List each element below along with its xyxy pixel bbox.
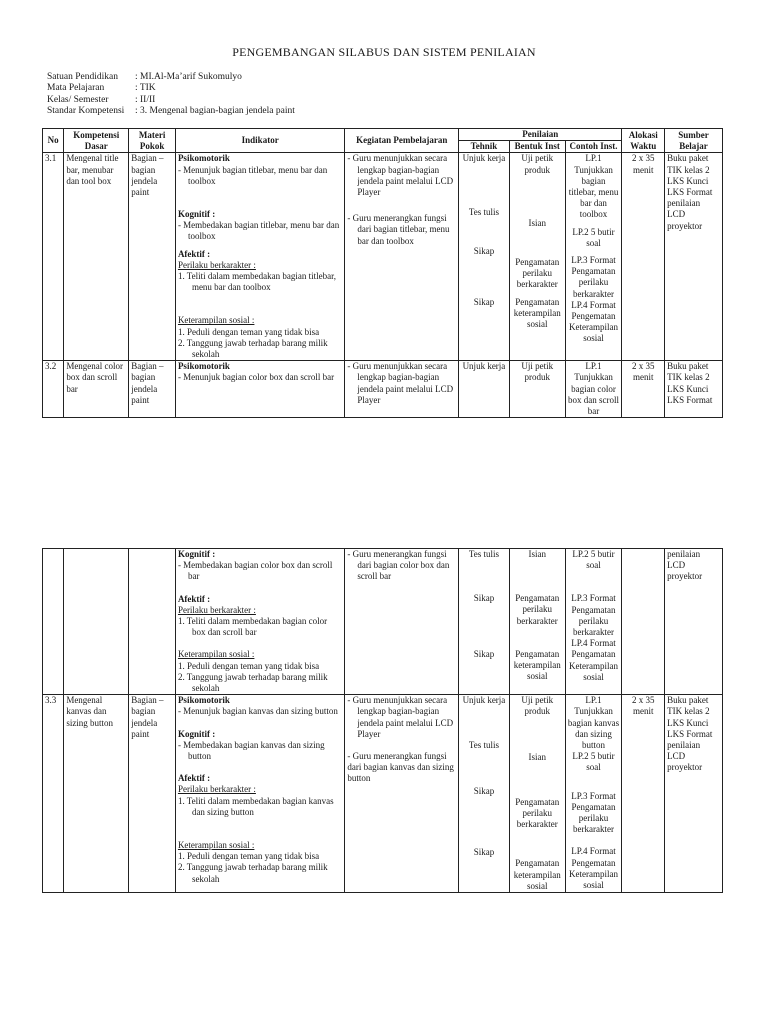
row-no: 3.2 [43, 361, 64, 418]
row-materi: Bagian – bagian jendela paint [129, 695, 176, 893]
document-meta [47, 72, 295, 118]
row-sumber: Buku paket TIK kelas 2 LKS Kunci LKS Format penilaian LCD proyektor [665, 695, 723, 893]
psikomotorik-heading: Psikomotorik [177, 361, 230, 372]
meta-satuan: Satuan Pendidikan : MI.Al-Ma’arif Sukomulyo [47, 72, 242, 82]
row-indikator [175, 549, 344, 695]
meta-sk: Standar Kompetensi : 3. Mengenal bagian-bagian jendela paint [47, 106, 295, 117]
row-sumber: Buku paket TIK kelas 2 LKS Kunci LKS Format [665, 361, 723, 418]
kognitif-heading: Kognitif : [177, 209, 216, 220]
row-materi: Bagian – bagian jendela paint [129, 153, 176, 361]
indikator-item: - Menunjuk bagian titlebar, menu bar dan toolbox [177, 164, 328, 186]
indikator-item: 2. Tanggung jawab terhadap barang milik sekolah [177, 671, 328, 694]
table-row [43, 153, 723, 361]
indikator-item: - Menunjuk bagian color box dan scroll bar [177, 372, 335, 383]
kognitif-heading: Kognitif : [177, 549, 216, 559]
row-kd: Mengenal color box dan scroll bar [64, 361, 129, 418]
indikator-item: 2. Tanggung jawab terhadap barang milik sekolah [177, 862, 328, 884]
psikomotorik-heading: Psikomotorik [177, 695, 230, 706]
silabus-table-page2 [42, 548, 723, 893]
keterampilan-heading: Keterampilan sosial : [177, 840, 255, 851]
row-sumber: penilaian LCD proyektor [665, 549, 723, 695]
row-kegiatan [345, 361, 459, 418]
indikator-item: 1. Teliti dalam membedakan bagian color box dan scroll bar [177, 616, 328, 638]
afektif-heading: Afektif : [177, 248, 211, 259]
row-alokasi: 2 x 35 menit [622, 695, 665, 893]
header-sumber: Sumber Belajar [665, 129, 723, 153]
header-contoh: Contoh Inst. [565, 141, 622, 153]
indikator-item: - Membedakan bagian titlebar, menu bar dan toolbox [177, 220, 340, 242]
meta-kelas: Kelas/ Semester : II/II [47, 94, 156, 105]
row-teknik: Tes tulis Sikap Sikap [459, 549, 510, 695]
row-contoh: LP.2 5 butir soal LP.3 Format Pengamatan perilaku berkarakter LP.4 Format Pengamatan Keterampilan sosial [565, 549, 622, 695]
row-alokasi: 2 x 35 menit [622, 153, 665, 361]
table-header-row [43, 129, 723, 141]
row-indikator [175, 153, 344, 361]
psikomotorik-heading: Psikomotorik [177, 153, 230, 164]
kegiatan-item: - Guru menerangkan fungsi dari bagian kanvas dan sizing button [347, 751, 454, 784]
silabus-table-page1 [42, 128, 723, 418]
indikator-item: - Membedakan bagian kanvas dan sizing button [177, 739, 325, 762]
indikator-item: - Membedakan bagian color box dan scroll bar [177, 560, 333, 582]
keterampilan-heading: Keterampilan sosial : [177, 649, 255, 660]
row-bentuk: Uji petik produk Isian Pengamatan perilaku berkarakter Pengamatan keterampilan sosial [509, 695, 565, 893]
row-kegiatan [345, 153, 459, 361]
header-alokasi: Alokasi Waktu [622, 129, 665, 153]
kognitif-heading: Kognitif : [177, 728, 216, 739]
kegiatan-item: - Guru menunjukkan secara lengkap bagian-bagian jendela paint melalui LCD Player [347, 153, 454, 198]
header-kegiatan: Kegiatan Pembelajaran [345, 129, 459, 153]
keterampilan-heading: Keterampilan sosial : [177, 315, 255, 326]
table-row [43, 549, 723, 695]
afektif-heading: Afektif : [177, 593, 211, 604]
table-row [43, 695, 723, 893]
row-contoh: LP.1 Tunjukkan bagian color box dan scroll bar [565, 361, 622, 418]
row-contoh: LP.1 Tunjukkan bagian kanvas dan sizing button LP.2 5 butir soal LP.3 Format Pengamatan perilaku berkarakter LP.4 Format Pengematan Keterampilan sosial [565, 695, 622, 893]
kegiatan-item: - Guru menunjukkan secara lengkap bagian-bagian jendela paint melalui LCD Player [347, 695, 454, 739]
row-teknik: Unjuk kerja Tes tulis Sikap Sikap [459, 695, 510, 893]
indikator-item: 1. Peduli dengan teman yang tidak bisa [177, 660, 320, 671]
row-bentuk: Isian Pengamatan perilaku berkarakter Pengamatan keterampilan sosial [509, 549, 565, 695]
afektif-subheading: Perilaku berkarakter : [177, 259, 256, 270]
header-indikator: Indikator [175, 129, 344, 153]
indikator-item: 1. Teliti dalam membedakan bagian kanvas dan sizing button [177, 795, 334, 817]
row-teknik: Unjuk kerja Tes tulis Sikap Sikap [459, 153, 510, 361]
row-bentuk: Uji petik produk Isian Pengamatan perilaku berkarakter Pengamatan keterampilan sosial [509, 153, 565, 361]
table-row [43, 361, 723, 418]
row-teknik: Unjuk kerja [459, 361, 510, 418]
header-teknik: Tehnik [459, 141, 510, 153]
header-bentuk: Bentuk Inst [509, 141, 565, 153]
meta-mapel: Mata Pelajaran : TIK [47, 83, 156, 94]
indikator-item: 2. Tanggung jawab terhadap barang milik sekolah [177, 337, 328, 360]
header-no: No [43, 129, 64, 153]
kegiatan-item: - Guru menunjukkan secara lengkap bagian-bagian jendela paint melalui LCD Player [347, 361, 454, 405]
page-title: PENGEMBANGAN SILABUS DAN SISTEM PENILAIAN [232, 45, 536, 59]
header-penilaian: Penilaian [459, 129, 622, 141]
row-kd: Mengenal title bar, menubar dan tool box [64, 153, 129, 361]
row-kegiatan [345, 695, 459, 893]
indikator-item: 1. Peduli dengan teman yang tidak bisa [177, 851, 320, 862]
indikator-item: 1. Teliti dalam membedakan bagian titlebar, menu bar dan toolbox [177, 271, 336, 293]
row-indikator [175, 361, 344, 418]
row-no: 3.3 [43, 695, 64, 893]
indikator-item: - Menunjuk bagian kanvas dan sizing button [177, 706, 338, 717]
row-kegiatan [345, 549, 459, 695]
row-bentuk: Uji petik produk [509, 361, 565, 418]
row-materi: Bagian – bagian jendela paint [129, 361, 176, 418]
row-kd [64, 549, 129, 695]
afektif-heading: Afektif : [177, 773, 211, 784]
afektif-subheading: Perilaku berkarakter : [177, 784, 256, 795]
row-contoh: LP.1 Tunjukkan bagian titlebar, menu bar dan toolbox LP.2 5 butir soal LP.3 Format Pengamatan perilaku berkarakter LP.4 Format Pengematan Keterampilan sosial [565, 153, 622, 361]
row-no: 3.1 [43, 153, 64, 361]
row-sumber: Buku paket TIK kelas 2 LKS Kunci LKS Format penilaian LCD proyektor [665, 153, 723, 361]
kegiatan-item: - Guru menerangkan fungsi dari bagian titlebar, menu bar dan toolbox [347, 213, 450, 246]
row-kd: Mengenal kanvas dan sizing button [64, 695, 129, 893]
kegiatan-item: - Guru menerangkan fungsi dari bagian color box dan scroll bar [347, 549, 450, 582]
row-alokasi: 2 x 35 menit [622, 361, 665, 418]
row-indikator [175, 695, 344, 893]
row-materi [129, 549, 176, 695]
indikator-item: 1. Peduli dengan teman yang tidak bisa [177, 326, 320, 337]
header-kd: Kompetensi Dasar [64, 129, 129, 153]
row-alokasi [622, 549, 665, 695]
header-materi: Materi Pokok [129, 129, 176, 153]
afektif-subheading: Perilaku berkarakter : [177, 604, 256, 615]
row-no [43, 549, 64, 695]
